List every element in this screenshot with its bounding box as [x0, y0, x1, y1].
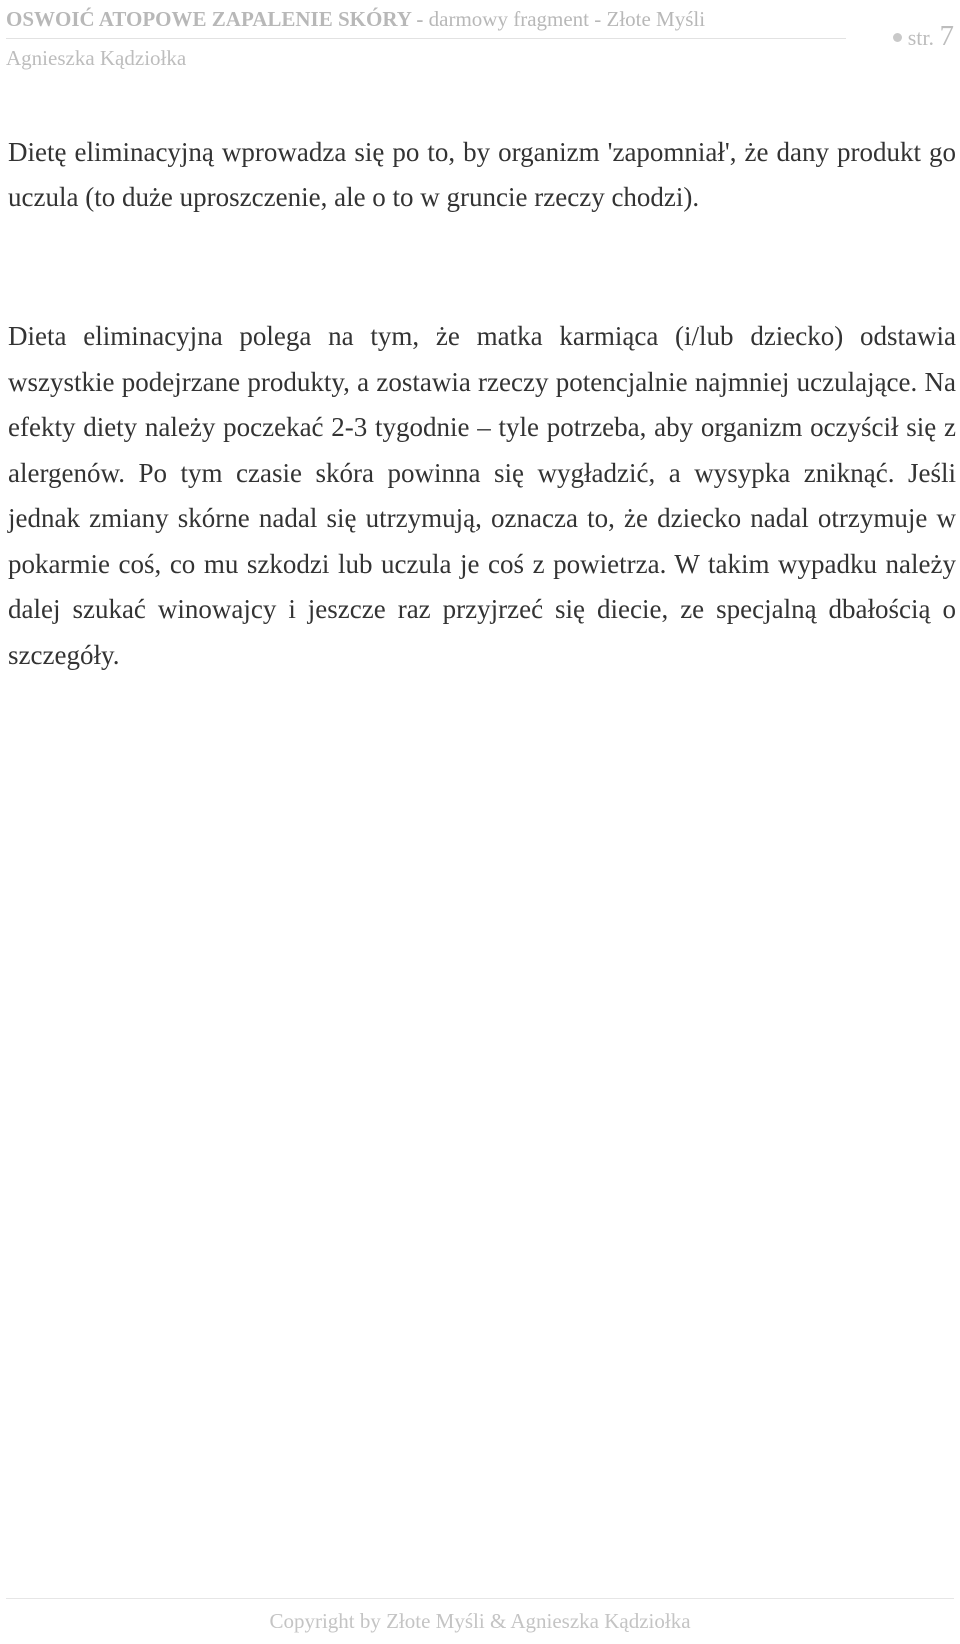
page-label: str. — [907, 25, 934, 50]
book-title: OSWOIĆ ATOPOWE ZAPALENIE SKÓRY - — [6, 7, 424, 31]
page-number: 7 — [939, 20, 954, 52]
copyright-footer: Copyright by Złote Myśli & Agnieszka Kądziołka — [269, 1609, 691, 1633]
page-header — [6, 6, 954, 76]
paragraph-2-block — [8, 314, 956, 678]
paragraph-1-block — [8, 130, 956, 220]
author-name: Agnieszka Kądziołka — [6, 46, 187, 70]
fragment-label: darmowy fragment - Złote Myśli — [423, 7, 706, 31]
bullet-icon — [893, 33, 902, 42]
paragraph: Dieta eliminacyjna polega na tym, że matka karmiąca (i/lub dziecko) odstawia wszystkie podejrzane produkty, a zostawia rzeczy potencjalnie najmniej uczulające. Na efekty diety należy poczekać 2-3 tygodnie – tyle potrzeba, aby organizm oczyścił się z alergenów. Po tym czasie skóra powinna się wygładzić, a wysypka zniknąć. Jeśli jednak zmiany skórne nadal się utrzymują, oznacza to, że dziecko nadal otrzymuje w pokarmie coś, co mu szkodzi lub uczula je coś z powietrza. W takim wypadku należy dalej szukać winowajcy i jeszcze raz przyjrzeć się diecie, ze specjalną dbałością o szczegóły. — [8, 321, 956, 670]
footer-divider — [6, 1598, 954, 1599]
paragraph: Dietę eliminacyjną wprowadza się po to, by organizm 'zapomniał', że dany produkt go uczula (to duże uproszczenie, ale o to w gruncie rzeczy chodzi). — [8, 137, 956, 212]
header-divider — [6, 38, 846, 39]
page-number-indicator — [893, 22, 954, 52]
document-title — [6, 6, 705, 32]
